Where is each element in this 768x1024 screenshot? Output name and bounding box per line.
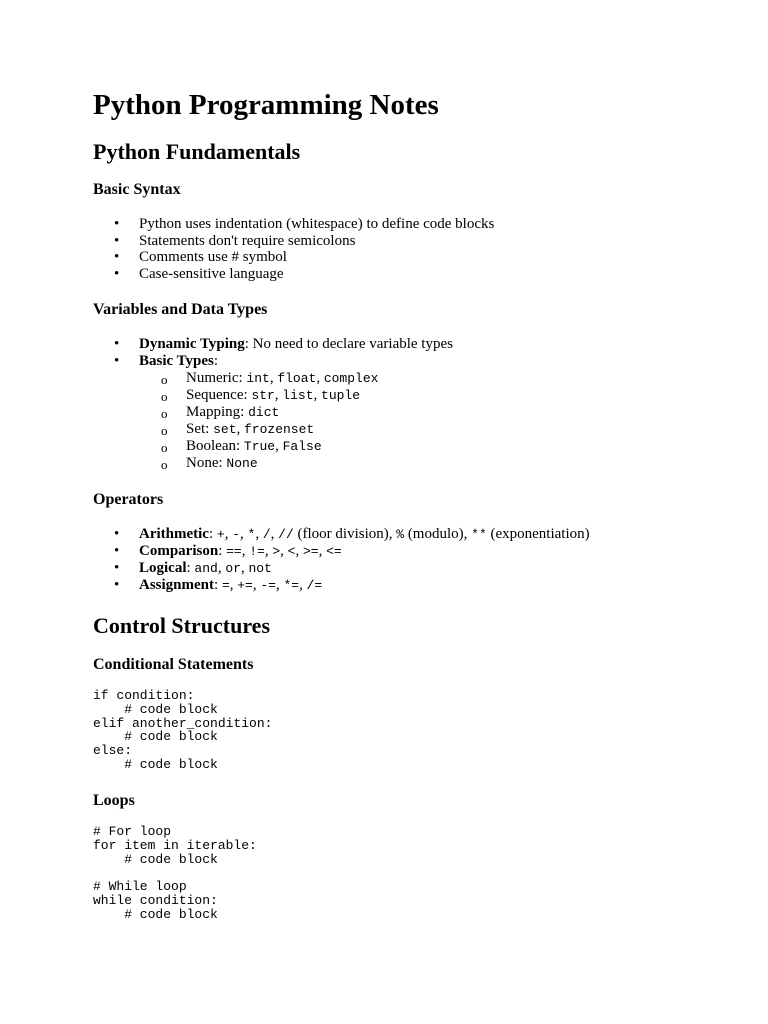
section-heading-control: Control Structures: [93, 613, 271, 638]
operator: and: [194, 561, 218, 576]
page-title: Python Programming Notes: [93, 89, 439, 121]
type-category-label: None:: [186, 455, 227, 471]
type-name: int: [246, 371, 270, 386]
bullet: •: [114, 249, 120, 265]
description: No need to declare variable types: [252, 336, 453, 352]
operator-list: and, or, not: [194, 560, 272, 576]
sub-list-item-text: Numeric: int, float, complex: [186, 370, 379, 386]
operator: <=: [326, 544, 342, 559]
modulo-operator: %: [396, 527, 405, 542]
operator: !=: [249, 544, 265, 559]
operator: -=: [260, 578, 276, 593]
code-block-loops: # For loop for item in iterable: # code block # While loop while condition: # code block: [93, 824, 257, 922]
operator: not: [248, 561, 272, 576]
sub-list-item-text: Boolean: True, False: [186, 438, 322, 454]
operator: =: [221, 578, 230, 593]
term: Comparison: [139, 543, 219, 559]
section-heading-fundamentals: Python Fundamentals: [93, 139, 301, 164]
type-category-label: Sequence:: [186, 387, 252, 403]
sub-list-item-text: [186, 455, 258, 472]
type-name: frozenset: [244, 422, 315, 437]
sub-bullet: o: [161, 423, 168, 438]
modulo-note: (modulo),: [404, 526, 472, 542]
list-item-text: Statements don't require semicolons: [139, 233, 356, 249]
type-name: str: [251, 388, 275, 403]
subheading-variables: Variables and Data Types: [93, 301, 268, 318]
type-name: float: [277, 371, 317, 386]
operator-list: =, +=, -=, *=, /=: [221, 577, 323, 593]
type-name: tuple: [321, 388, 361, 403]
sub-bullet: o: [161, 457, 168, 472]
bullet: •: [114, 266, 120, 282]
exponent-operator: **: [471, 527, 487, 542]
subheading-loops: Loops: [93, 792, 135, 809]
separator: :: [244, 336, 253, 352]
sub-list-item-text: Set: set, frozenset: [186, 421, 315, 437]
type-name: complex: [323, 371, 379, 386]
sub-bullet: o: [161, 440, 168, 455]
operator: >: [272, 544, 281, 559]
bullet: •: [114, 353, 120, 369]
bullet: •: [114, 216, 120, 232]
term: Assignment: [139, 577, 215, 593]
bullet: •: [114, 336, 120, 352]
type-name: dict: [248, 405, 280, 420]
term: Basic Types: [139, 353, 214, 369]
bullet: •: [114, 577, 120, 593]
operator: /: [262, 527, 271, 542]
exponent-note: (exponentiation): [486, 526, 590, 542]
list-item-text: Comments use # symbol: [139, 249, 287, 265]
bullet: •: [114, 526, 120, 542]
type-category-label: Numeric:: [186, 370, 247, 386]
term: Arithmetic: [139, 526, 209, 542]
type-category-label: Boolean:: [186, 438, 244, 454]
subheading-basic-syntax: Basic Syntax: [93, 181, 181, 198]
term: Logical: [139, 560, 187, 576]
operator: +=: [237, 578, 253, 593]
type-name: False: [282, 439, 322, 454]
operator: >=: [302, 544, 319, 559]
bullet: •: [114, 543, 120, 559]
operator-list: +, -, *, /, //: [216, 526, 294, 542]
subheading-operators: Operators: [93, 491, 164, 508]
sub-bullet: o: [161, 372, 168, 387]
operator: +: [216, 527, 225, 542]
bullet: •: [114, 560, 120, 576]
operator: //: [278, 527, 294, 542]
separator: :: [213, 353, 219, 369]
operator: *=: [283, 578, 300, 593]
operator: /=: [306, 578, 323, 593]
list-item-text: Case-sensitive language: [139, 266, 284, 282]
type-name: True: [243, 439, 276, 454]
operator: or: [225, 561, 241, 576]
operator-list: ==, !=, >, <, >=, <=: [226, 543, 342, 559]
floor-division-note: (floor division),: [293, 526, 397, 542]
type-category-label: Mapping:: [186, 404, 249, 420]
code-block-conditional: if condition: # code block elif another_condition: # code block else: # code block: [93, 688, 273, 772]
sub-list-item-text: Sequence: str, list, tuple: [186, 387, 361, 403]
type-name: set: [213, 422, 237, 437]
subheading-conditional: Conditional Statements: [93, 656, 254, 673]
sub-bullet: o: [161, 389, 168, 404]
operator: ==: [226, 544, 242, 559]
list-item-text: Python uses indentation (whitespace) to define code blocks: [139, 216, 495, 232]
bullet: •: [114, 233, 120, 249]
sub-list-item-text: [186, 404, 279, 421]
operator: -: [232, 527, 241, 542]
operator: <: [287, 544, 296, 559]
type-name: list: [282, 388, 314, 403]
term: Dynamic Typing: [139, 336, 245, 352]
operator: *: [247, 527, 256, 542]
type-category-label: Set:: [186, 421, 214, 437]
sub-bullet: o: [161, 406, 168, 421]
type-name: None: [226, 456, 258, 471]
